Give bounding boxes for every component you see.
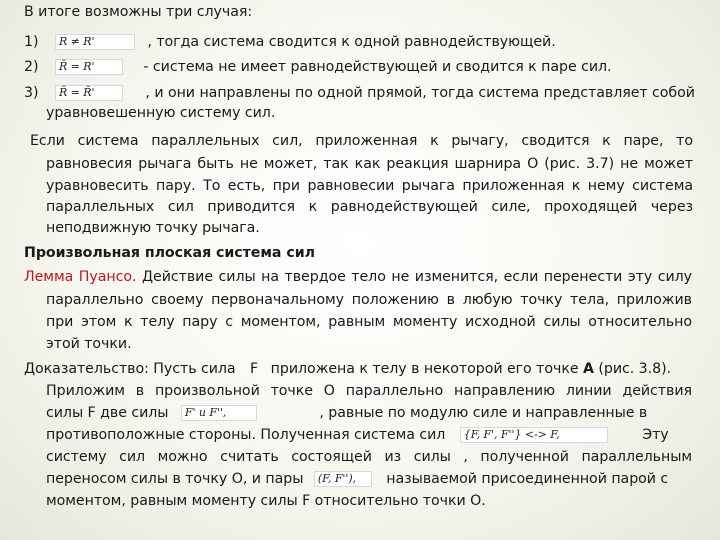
section-heading: Произвольная плоская система сил: [24, 245, 315, 261]
case-3: [24, 84, 720, 103]
proof-line-4-end: Эту: [642, 427, 669, 443]
formula-system-equivalence: {F, F', F''} <-> F,: [460, 427, 608, 443]
proof-line-5: систему сил можно считать состоящей из силы , полученной параллельным: [46, 449, 692, 465]
proof-line-3-start: силы F две силы: [46, 405, 169, 421]
case-1-text: , тогда система сводится к одной равнодействующей.: [147, 34, 556, 50]
lemma-line-3: при этом к телу пару с моментом, равным моменту исходной силы относительно: [46, 314, 692, 330]
case-1-formula: R ≠ R': [55, 34, 135, 50]
proof-line-4: [46, 426, 720, 445]
case-3-continuation: уравновешенную систему сил.: [46, 105, 276, 121]
para1-line-2: равновесия рычага быть не может, так как реакция шарнира О (рис. 3.7) не может: [46, 156, 693, 172]
para1-line-5: неподвижную точку рычага.: [46, 220, 260, 236]
proof-line-6: [46, 470, 720, 489]
case-3-formula: R̄ = R̄': [55, 85, 123, 101]
case-2-formula: R̄ = R': [55, 59, 123, 75]
lemma-title: Лемма Пуансо.: [24, 269, 137, 285]
proof-line-1: [24, 360, 720, 379]
formula-f-prime-pair: F' и F'',: [181, 405, 257, 421]
formula-attached-pair: (F, F''),: [314, 471, 372, 487]
case-3-text: , и они направлены по одной прямой, тогда система представляет собой: [145, 85, 695, 101]
case-2: [24, 58, 720, 77]
lemma-line-2: параллельно своему первоначальному положению в любую точку тела, приложив: [46, 292, 692, 308]
proof-line-3: [46, 404, 720, 423]
proof-lead: Доказательство: Пусть сила: [24, 361, 236, 377]
case-2-number: 2): [24, 59, 39, 75]
intro-line: В итоге возможны три случая:: [24, 4, 253, 20]
case-2-text: - система не имеет равнодействующей и сводится к паре сил.: [143, 59, 612, 75]
proof-line-6-end: называемой присоединенной парой с: [386, 471, 669, 487]
proof-line-3-end: , равные по модулю силе и направленные в: [319, 405, 648, 421]
case-3-number: 3): [24, 85, 39, 101]
para1-line-1: Если система параллельных сил, приложенная к рычагу, сводится к паре, то: [30, 133, 693, 149]
para1-line-3: уравновесить пару. То есть, при равновесии рычага приложенная к нему система: [46, 178, 693, 194]
lemma-line-1: [24, 268, 692, 287]
para1-line-4: параллельных сил приводится к равнодействующей силе, проходящей через: [46, 199, 693, 215]
proof-point-a: A: [582, 361, 594, 377]
proof-line-7: моментом, равным моменту силы F относительно точки О.: [46, 493, 486, 509]
lemma-line-4: этой точки.: [46, 336, 132, 352]
proof-line-1-text: приложена к телу в некоторой его точке: [270, 361, 579, 377]
proof-line-6-start: переносом силы в точку О, и пары: [46, 471, 304, 487]
proof-force-f: F: [250, 361, 259, 377]
case-1: [24, 33, 720, 52]
case-1-number: 1): [24, 34, 39, 50]
lemma-first-text: Действие силы на твердое тело не изменится, если перенести эту силу: [141, 269, 692, 285]
proof-figure-ref: (рис. 3.8).: [598, 361, 672, 377]
proof-line-2: Приложим в произвольной точке О параллельно направлению линии действия: [46, 383, 692, 399]
proof-line-4-start: противоположные стороны. Полученная система сил: [46, 427, 446, 443]
